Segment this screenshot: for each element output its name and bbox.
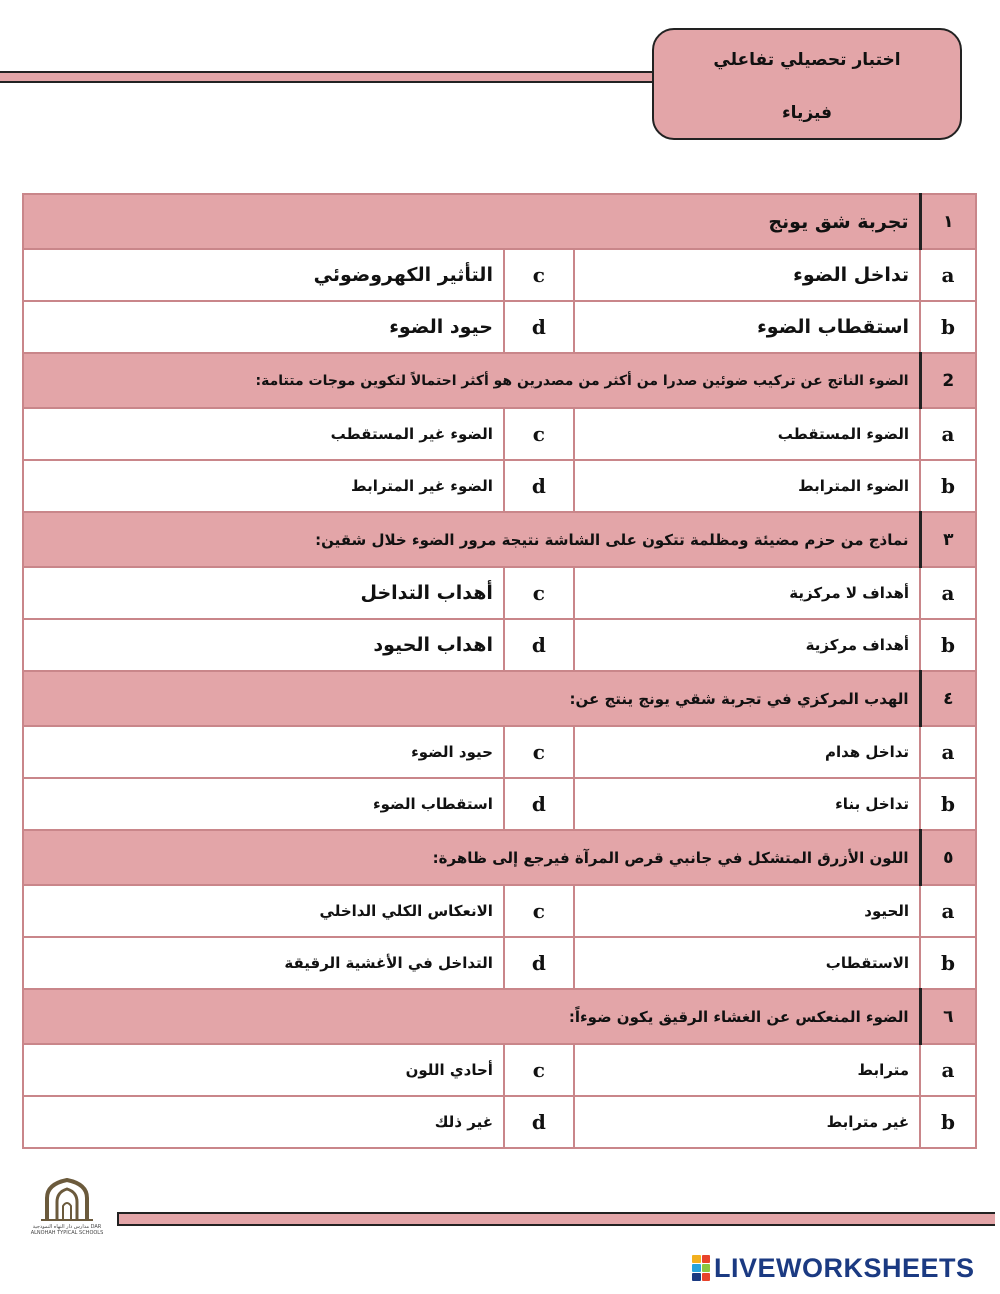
header-rule	[0, 71, 660, 83]
option-b[interactable]: استقطاب الضوء	[574, 301, 920, 353]
letter-b: b	[920, 778, 976, 830]
options-row	[23, 778, 976, 830]
letter-c: c	[504, 885, 574, 937]
options-row	[23, 619, 976, 671]
question-number: ١	[920, 194, 976, 249]
question-row	[23, 353, 976, 408]
letter-c: c	[504, 726, 574, 778]
letter-b: b	[920, 937, 976, 989]
option-d[interactable]: الضوء غير المترابط	[23, 460, 504, 512]
option-c[interactable]: الانعكاس الكلي الداخلي	[23, 885, 504, 937]
option-d[interactable]: غير ذلك	[23, 1096, 504, 1148]
option-a[interactable]: تداخل الضوء	[574, 249, 920, 301]
letter-d: d	[504, 937, 574, 989]
options-row	[23, 1044, 976, 1096]
option-d[interactable]: حيود الضوء	[23, 301, 504, 353]
quiz-title: اختبار تحصيلي تفاعلي	[713, 50, 901, 70]
letter-a: a	[920, 249, 976, 301]
liveworksheets-text: LIVEWORKSHEETS	[714, 1252, 975, 1283]
options-row	[23, 301, 976, 353]
liveworksheets-brand[interactable]	[692, 1252, 975, 1284]
school-logo-icon	[37, 1176, 97, 1224]
school-caption: مدارس دار النهاه النموذجية DAR ALNOHAH TYPICAL SCHOOLS	[30, 1224, 104, 1236]
question-text: الضوء المنعكس عن الغشاء الرقيق يكون ضوءاً:	[23, 989, 920, 1044]
option-c[interactable]: حيود الضوء	[23, 726, 504, 778]
letter-c: c	[504, 408, 574, 460]
option-c[interactable]: أهداب التداخل	[23, 567, 504, 619]
letter-a: a	[920, 567, 976, 619]
option-c[interactable]: أحادي اللون	[23, 1044, 504, 1096]
letter-c: c	[504, 1044, 574, 1096]
question-text: الهدب المركزي في تجربة شقي يونج ينتج عن:	[23, 671, 920, 726]
subject-title: فيزياء	[781, 103, 833, 123]
option-c[interactable]: الضوء غير المستقطب	[23, 408, 504, 460]
question-number: ٦	[920, 989, 976, 1044]
question-text: اللون الأزرق المتشكل في جانبي قرص المرآة فيرجع إلى ظاهرة:	[23, 830, 920, 885]
option-b[interactable]: الضوء المترابط	[574, 460, 920, 512]
question-text: الضوء الناتج عن تركيب ضوئين صدرا من أكثر من مصدرين هو أكثر احتمالاً لتكوين موجات متتامة:	[23, 353, 920, 408]
option-c[interactable]: التأثير الكهروضوئي	[23, 249, 504, 301]
letter-b: b	[920, 301, 976, 353]
question-number: ٤	[920, 671, 976, 726]
options-row	[23, 885, 976, 937]
question-number: ٥	[920, 830, 976, 885]
option-d[interactable]: التداخل في الأغشية الرقيقة	[23, 937, 504, 989]
letter-d: d	[504, 301, 574, 353]
quiz-table	[22, 193, 977, 1149]
option-a[interactable]: أهداف لا مركزية	[574, 567, 920, 619]
option-b[interactable]: أهداف مركزية	[574, 619, 920, 671]
question-text: نماذج من حزم مضيئة ومظلمة تتكون على الشاشة نتيجة مرور الضوء خلال شقين:	[23, 512, 920, 567]
option-a[interactable]: تداخل هدام	[574, 726, 920, 778]
question-number: 2	[920, 353, 976, 408]
option-a[interactable]: الضوء المستقطب	[574, 408, 920, 460]
options-row	[23, 460, 976, 512]
question-row	[23, 830, 976, 885]
letter-d: d	[504, 1096, 574, 1148]
option-b[interactable]: غير مترابط	[574, 1096, 920, 1148]
options-row	[23, 408, 976, 460]
question-text: تجربة شق يونج	[23, 194, 920, 249]
question-row	[23, 512, 976, 567]
options-row	[23, 726, 976, 778]
question-row	[23, 671, 976, 726]
letter-a: a	[920, 885, 976, 937]
option-b[interactable]: الاستقطاب	[574, 937, 920, 989]
question-row	[23, 194, 976, 249]
letter-b: b	[920, 619, 976, 671]
options-row	[23, 249, 976, 301]
option-d[interactable]: اهداب الحيود	[23, 619, 504, 671]
option-a[interactable]: مترابط	[574, 1044, 920, 1096]
option-d[interactable]: استقطاب الضوء	[23, 778, 504, 830]
letter-b: b	[920, 460, 976, 512]
letter-d: d	[504, 778, 574, 830]
letter-a: a	[920, 408, 976, 460]
option-b[interactable]: تداخل بناء	[574, 778, 920, 830]
question-number: ٣	[920, 512, 976, 567]
options-row	[23, 937, 976, 989]
options-row	[23, 1096, 976, 1148]
liveworksheets-icon	[692, 1255, 710, 1281]
footer-rule	[117, 1212, 995, 1226]
question-row	[23, 989, 976, 1044]
letter-b: b	[920, 1096, 976, 1148]
letter-c: c	[504, 567, 574, 619]
letter-d: d	[504, 460, 574, 512]
option-a[interactable]: الحيود	[574, 885, 920, 937]
letter-d: d	[504, 619, 574, 671]
letter-a: a	[920, 726, 976, 778]
options-row	[23, 567, 976, 619]
letter-a: a	[920, 1044, 976, 1096]
letter-c: c	[504, 249, 574, 301]
title-box	[652, 28, 962, 140]
school-logo	[32, 1176, 102, 1246]
